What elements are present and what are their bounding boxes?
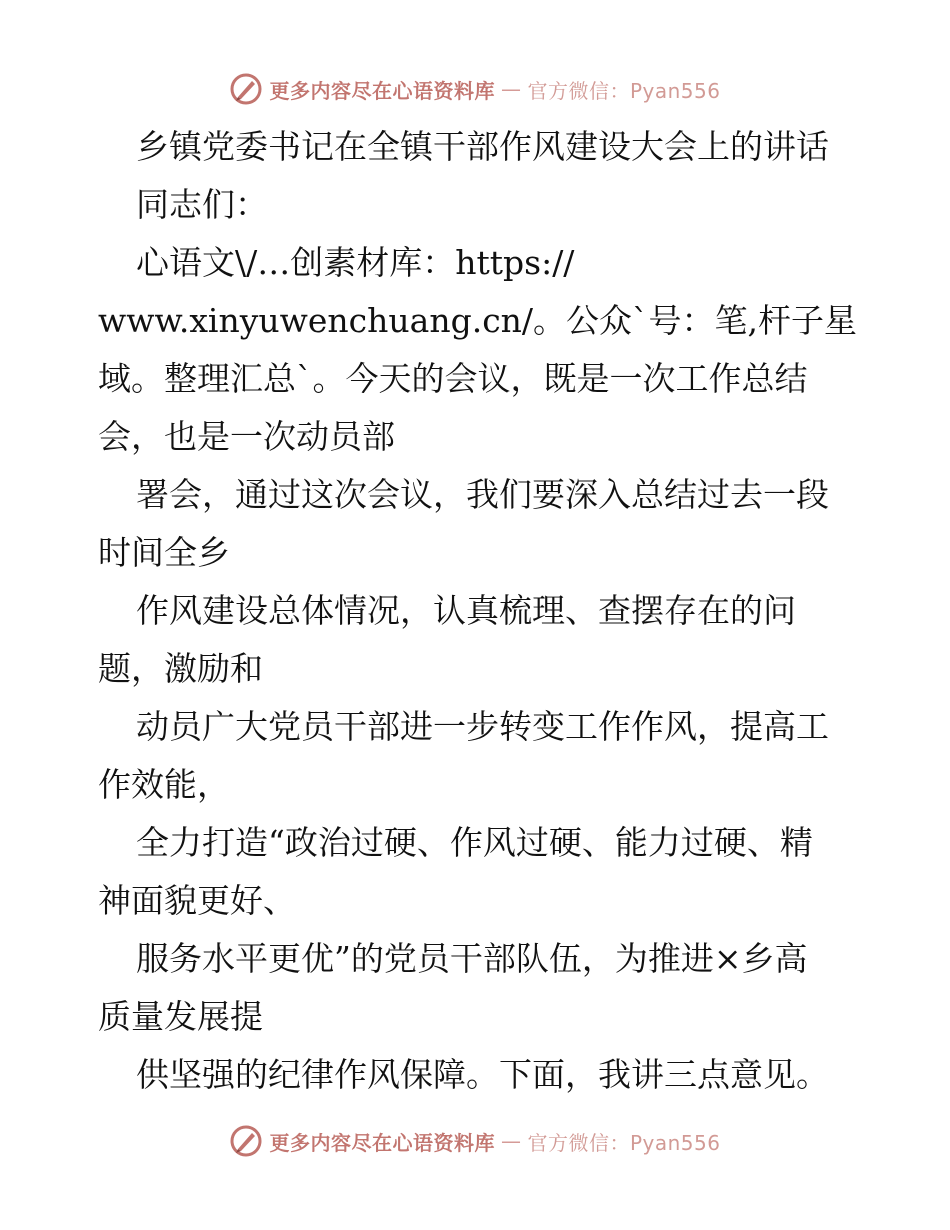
text-line: 会，也是一次动员部 bbox=[98, 417, 395, 456]
banner-wechat-text: 官方微信：Pyan556 bbox=[527, 78, 721, 103]
document-body bbox=[98, 118, 858, 1104]
text-line: 同志们： bbox=[136, 185, 268, 224]
text-line: 神面貌更好、 bbox=[98, 881, 296, 920]
text-line: 域。整理汇总`。今天的会议，既是一次工作总结 bbox=[98, 359, 808, 398]
pen-logo-icon bbox=[229, 72, 263, 106]
header-banner bbox=[0, 72, 950, 106]
text-line: 署会，通过这次会议，我们要深入总结过去一段 bbox=[136, 475, 829, 514]
banner-main-text: 更多内容尽在心语资料库 bbox=[269, 1130, 495, 1155]
text-line: 动员广大党员干部进一步转变工作作风，提高工 bbox=[136, 707, 829, 746]
text-line: 时间全乡 bbox=[98, 533, 230, 572]
text-line: 服务水平更优”的党员干部队伍，为推进×乡高 bbox=[136, 939, 808, 978]
pen-logo-icon bbox=[229, 1124, 263, 1158]
footer-banner bbox=[0, 1124, 950, 1158]
text-line: 质量发展提 bbox=[98, 997, 263, 1036]
text-line: 全力打造“政治过硬、作风过硬、能力过硬、精 bbox=[136, 823, 813, 862]
banner-separator: — bbox=[500, 77, 522, 101]
text-line: 作风建设总体情况，认真梳理、查摆存在的问 bbox=[136, 591, 796, 630]
text-line: www.xinyuwenchuang.cn/。公众`号：笔,杆子星 bbox=[98, 301, 858, 340]
document-title: 乡镇党委书记在全镇干部作风建设大会上的讲话 bbox=[136, 127, 829, 166]
text-line: 心语文\/…创素材库：https:// bbox=[136, 243, 575, 282]
banner-separator: — bbox=[500, 1129, 522, 1153]
banner-main-text: 更多内容尽在心语资料库 bbox=[269, 78, 495, 103]
banner-wechat-text: 官方微信：Pyan556 bbox=[527, 1130, 721, 1155]
text-line: 供坚强的纪律作风保障。下面，我讲三点意见。 bbox=[136, 1055, 829, 1094]
text-line: 题，激励和 bbox=[98, 649, 263, 688]
text-line: 作效能， bbox=[98, 765, 230, 804]
